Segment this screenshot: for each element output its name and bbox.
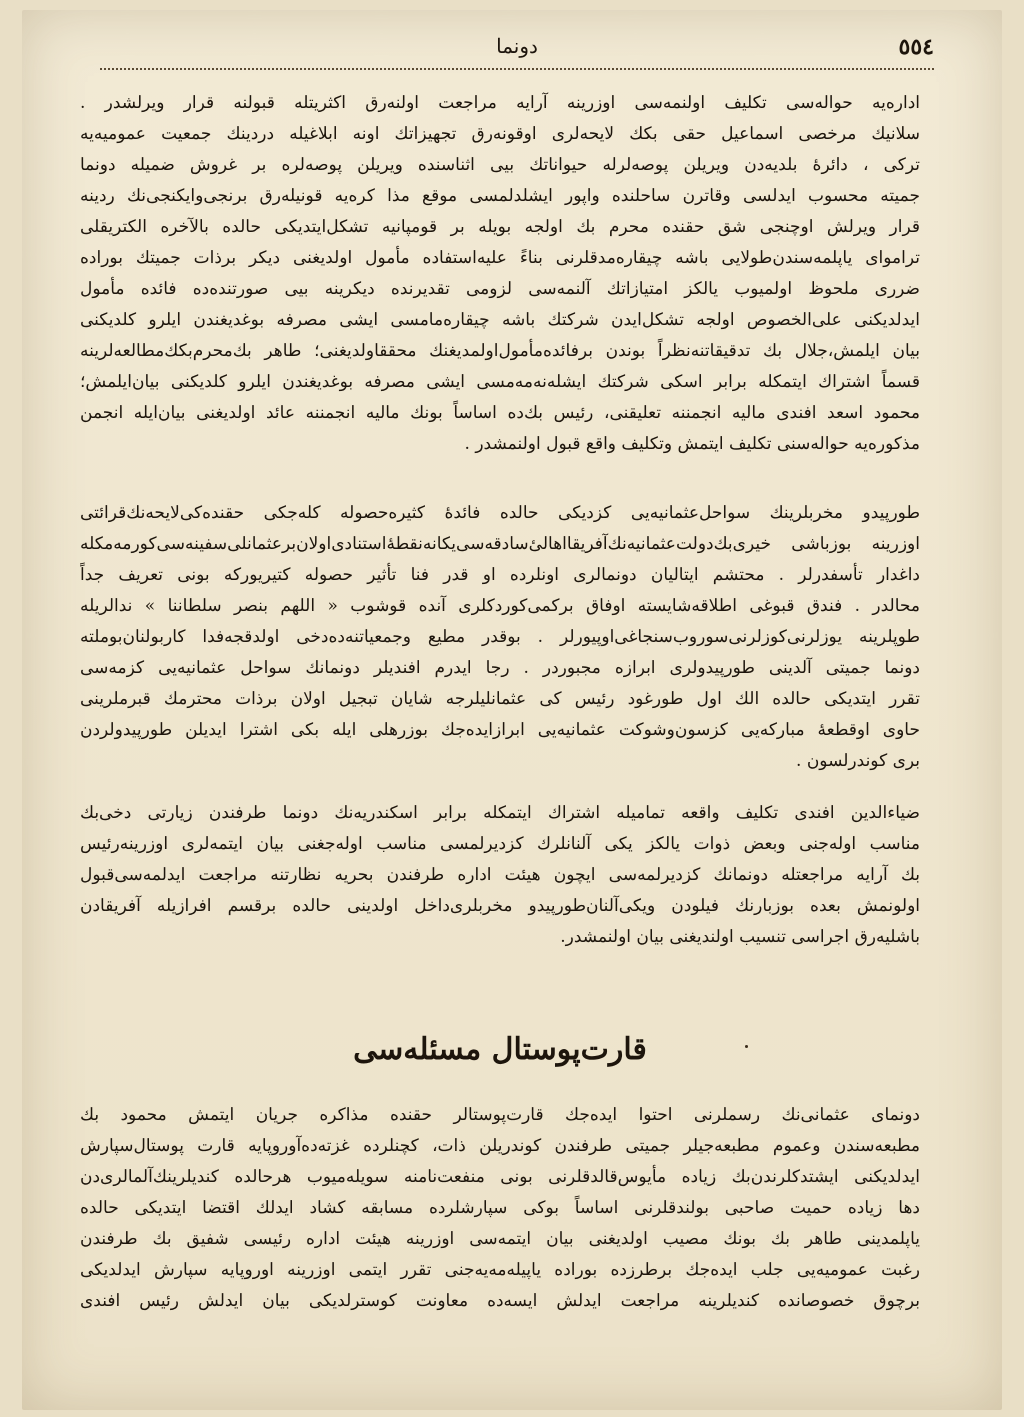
page-number: ٥٥٤ <box>898 34 934 60</box>
paragraph-4 <box>80 1100 920 1317</box>
text-line: یاپلمدینی طاهر بك بونك مصیب اولدیغنی بیان ایتمه‌سی اوزرینه هیئت اداره رئیسی شفیق بك طرفندن <box>80 1229 920 1249</box>
paragraph-1 <box>80 88 920 460</box>
text-line: مطبعه‌سندن وعموم مطبعه‌جیلر جمیتی طرفندن کوندریلن ذات، کچنلرده غزته‌ده‌آوروپایه قارت پوستال‌سپارش <box>80 1136 920 1156</box>
text-line: بیان ایلمش،جلال بك تدقیقاتنه‌نظراً بوندن برفائده‌مأمول‌اولمدیغنك محققاولدیغنی؛ طاهر بك‌محرم‌بکك‌مطالعه‌لرینه <box>80 341 920 361</box>
text-line: دونما جمیتی آلدینی طورپیدولری ابرازه مجبوردر . رجا ایدرم افندیلر دونمانك سواحل عثمانیه‌یی کزمه‌سی <box>80 658 920 678</box>
text-line: ترکی ، دائرهٔ بلدیه‌دن ویریلن پوصه‌لرله حیواناتك بیی اثناسنده ویریلن پوصه‌لره بر غروش ضمیله دونما <box>80 155 920 175</box>
page-header <box>70 28 964 72</box>
text-line: طوپلرینه یوزلرنی‌کوزلرنی‌سوروب‌سنجاغی‌اوپیورلر . بوقدر مطیع وجمعیاتنه‌ده‌دخی اولدقجه‌فدا کاربولنان‌بوملته <box>80 627 920 647</box>
text-line: قسماً اشتراك ایتمکله برابر اسکی شرکتك ایشله‌نه‌مه‌مسی ایشی مصرفه بوغدیغندن ایلرو کلدیکنی بیان‌ایلمش؛ <box>80 372 920 392</box>
text-line: دها زیاده حمیت صاحبی بولندقلرنی اساساً بوکی سپارشلرده مسابقه کشاد ایدلك اقتضا ایتدیکی حالده <box>80 1198 920 1218</box>
text-line: اوزرینه بوزباشی خیری‌بك‌دولت‌عثمانیه‌نك‌آفریقا‌اهالی‌ٔسادقه‌سی‌یکانه‌نقطهٔ‌استنادی‌اولان‌برعثمانلی‌سفینه‌سی‌کورمه‌مکله <box>80 534 920 554</box>
text-line: اداره‌یه حواله‌سی تکلیف اولنمه‌سی اوزرینه آرایه مراجعت اولنه‌رق اکثریتله قبولنه قرار ویرلشدر . <box>80 93 920 113</box>
text-line: برچوق خصوصانده کندیلرینه مراجعت ایدلش ایسه‌ده معاونت کوسترلدیکی بیان ایدلش رئیس افندی <box>80 1291 920 1311</box>
text-line: داغدار تأسفدرلر . محتشم ایتالیان دونمالری اونلرده او قدر فنا تأثیر حصوله کتیریورکه بونی تعریف جداً <box>80 565 920 585</box>
text-line: تقرر ایتدیکی حالده الك اول طورغود رئیس کی عثمانلیلرجه شایان تبجیل اولان برذات محترمك قبرملرینی <box>80 689 920 709</box>
text-line: طورپیدو مخربلرینك سواحل‌عثمانیه‌یی کزدیکی حالده فائدهٔ کثیره‌حصوله کله‌جکی حقنده‌کی‌لایحه‌نك‌قرائتی <box>80 503 920 523</box>
text-line: حاوی اوقطعهٔ مبارکه‌یی کزسون‌وشوکت عثمانیه‌یی ابرازایده‌جك بوزرهلی ایله بکی اشترا ایدیلن طورپیدولردن <box>80 720 920 740</box>
text-line: قرار ویرلش اوچنجی شق حقنده محرم بك اولجه بویله بر قومپانیه تشکل‌ایتدیکی حالده بالآخره الکتریقلی <box>80 217 920 237</box>
text-line: مذکوره‌یه حواله‌سنی تکلیف ایتمش وتکلیف واقع قبول اولنمشدر . <box>464 434 920 454</box>
text-line: رغبت عمومیه‌یی جلب ایده‌جك برطرزده بوراده یاپیله‌مه‌یه‌جنی تقرر ایتمی اوزرینه اوروپایه سپارش ایدلدیکی <box>80 1260 920 1280</box>
paragraph-2 <box>80 498 920 777</box>
text-line: بك آرایه مراجعتله دونمانك کزدیرلمه‌سی ایچون هیئت اداره طرفندن بحریه نظارتنه مراجعت ایدلمه‌سی‌قبول <box>80 865 920 885</box>
text-line: محمود اسعد افندی مالیه انجمننه تعلیقنی، رئیس بك‌ده اساساً بونك مالیه انجمننه عائد اولدیغنی بیان‌ایله انجمن <box>80 403 920 423</box>
text-line: مناسب اوله‌جنی وبعض ذوات یالکز یکی آلنانلرك کزدیرلمسی مناسب اوله‌جغنی بیان ایتمه‌لری اوزرینه‌رئیس <box>80 834 920 854</box>
paragraph-3 <box>80 798 920 953</box>
text-line: سلانیك مرخصی اسماعیل حقی بکك لایحه‌لری اوقونه‌رق تجهیزاتك اونه ابلاغیله دردینك جمعیت عمومیه‌یه <box>80 124 920 144</box>
text-line: ضیاءالدین افندی تکلیف واقعه تمامیله اشتراك ایتمکله برابر اسکندریه‌نك دونما طرفندن زیارتی دخی‌بك <box>80 803 920 823</box>
ink-speck <box>745 1045 748 1048</box>
header-rule <box>100 68 934 70</box>
running-title: دونما <box>496 34 538 58</box>
text-line: ایدلدیکنی علی‌الخصوص اولجه تشکل‌ایدن شرکتك باشه چیقاره‌مامسی ایشی مصرفه بوغدیغندن ایلرو کلدیکنی <box>80 310 920 330</box>
text-line: باشلیه‌رق اجراسی تنسیب اولندیغنی بیان اولنمشدر. <box>560 927 920 947</box>
text-line: ضرری ملحوظ اولمیوب یالکز امتیازاتك آلنمه‌سی لزومی تقدیرنده دیکرینه بیی صورتنده‌ده فائده مأمول <box>80 279 920 299</box>
text-line: محالدر . فندق قبوغی اطلاقه‌شایسته اوفاق برکمی‌کوردکلری آنده قوشوب « اللهم بنصر سلطاننا » ندالریله <box>80 596 920 616</box>
text-line: ایدلدیکنی ایشتدکلرندن‌بك زیاده مأیوس‌قالدقلرنی بونی منفعت‌نامنه سویله‌میوب هرحالده کندیلرینك‌آلمالری‌دن <box>80 1167 920 1187</box>
text-line: جمیته محسوب ایدلسی وقاترن ساحلنده واپور ایشلدلمسی موقع مذا کره‌یه قونیله‌رق برنجی‌وایکنجی‌نك ردینه <box>80 186 920 206</box>
text-line: بری کوندرلسون . <box>796 751 920 771</box>
section-heading: قارت‌پوستال مسئله‌سی <box>353 1032 647 1067</box>
text-line: اولونمش بعده بوزبارنك فیلودن ویکی‌آلنان‌طورپیدو مخربلری‌داخل اولدینی حالده برقسم افرازیله آفریقادن <box>80 896 920 916</box>
text-line: دونمای عثمانی‌نك رسملرنی احتوا ایده‌جك قارت‌پوستالر حقنده مذاکره جریان ایتمش محمود بك <box>80 1105 920 1125</box>
text-line: ترامواى یاپلمه‌سندن‌طولایی باشه چیقاره‌مدقلرنی بناءً علیه‌استفاده مأمول اولدیغنی دیکر برذات جمیتك بوراده <box>80 248 920 268</box>
